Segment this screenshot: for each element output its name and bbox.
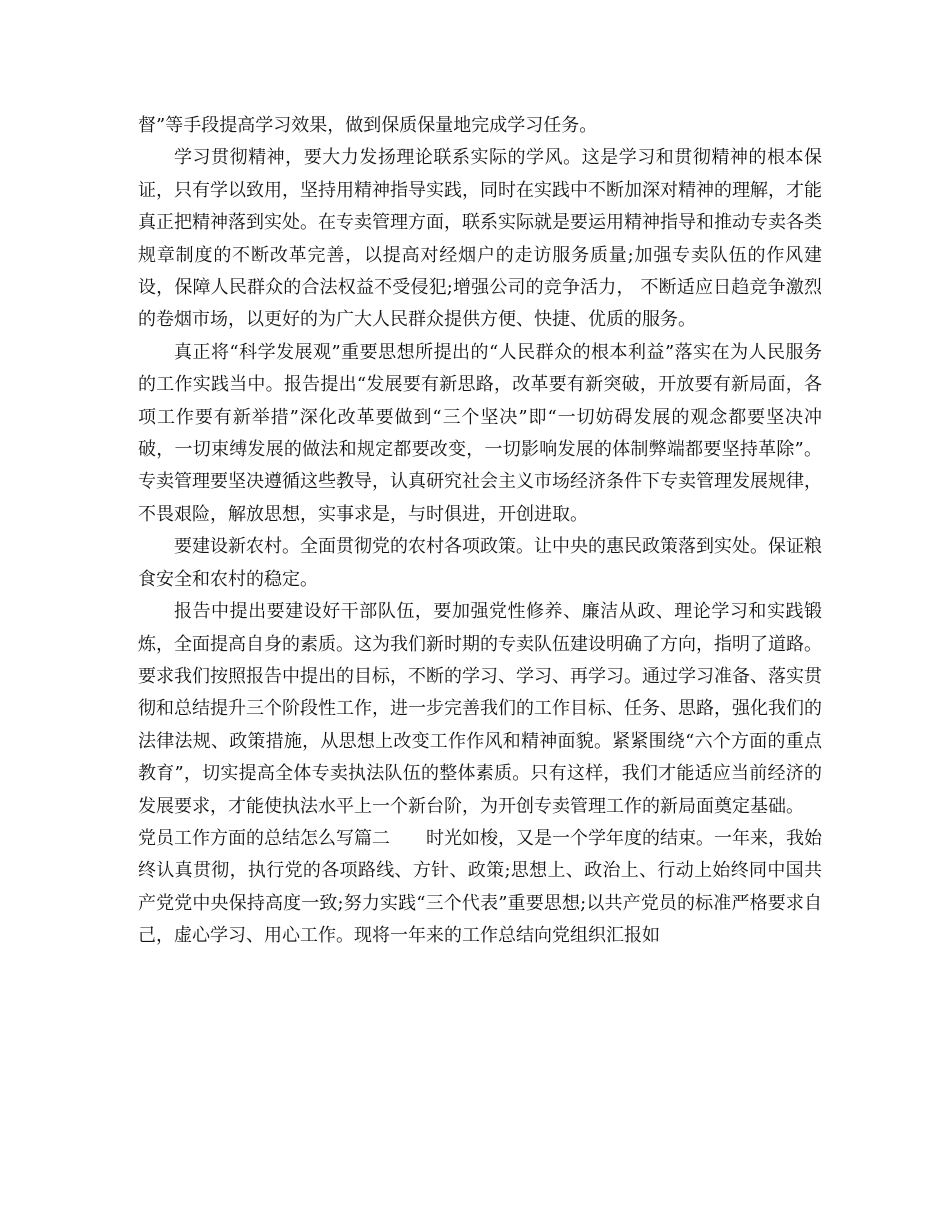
paragraph-study-spirit: 学习贯彻精神，要大力发扬理论联系实际的学风。这是学习和贯彻精神的根本保证，只有学以致用，坚持用精神指导实践，同时在实践中不断加深对精神的理解，才能真正把精神落到实处。在专卖管理方面，联系实际就是要运用精神指导和推动专卖各类规章制度的不断改革完善，以提高对经烟户的走访服务质量;加强专卖队伍的作风建设，保障人民群众的合法权益不受侵犯;增强公司的竞争活力， 不断适应日趋竞争激烈的卷烟市场，以更好的为广大人民群众提供方便、快捷、优质的服务。 [138, 147, 822, 331]
document-page [138, 110, 822, 953]
paragraph-cadre-team: 报告中提出要建设好干部队伍，要加强党性修养、廉洁从政、理论学习和实践锻炼，全面提高自身的素质。这为我们新时期的专卖队伍建设明确了方向，指明了道路。要求我们按照报告中提出的目标，不断的学习、学习、再学习。通过学习准备、落实贯彻和总结提升三个阶段性工作，进一步完善我们的工作目标、任务、思路，强化我们的法律法规、政策措施，从思想上改变工作作风和精神面貌。紧紧围绕“六个方面的重点教育”，切实提高全体专卖执法队伍的整体素质。只有这样，我们才能适应当前经济的发展要求，才能使执法水平上一个新台阶，为开创专卖管理工作的新局面奠定基础。 [138, 601, 822, 817]
paragraph-new-countryside: 要建设新农村。全面贯彻党的农村各项政策。让中央的惠民政策落到实处。保证粮食安全和农村的稳定。 [138, 536, 822, 590]
paragraph-continuation: 督”等手段提高学习效果，做到保质保量地完成学习任务。 [138, 115, 598, 136]
paragraph-part-two: 党员工作方面的总结怎么写篇二 时光如梭，又是一个学年度的结束。一年来，我始终认真贯彻，执行党的各项路线、方针、政策;思想上、政治上、行动上始终同中国共产党党中央保持高度一致;努力实践“三个代表”重要思想;以共产党员的标准严格要求自己，虚心学习、用心工作。现将一年来的工作总结向党组织汇报如 [138, 827, 822, 947]
paragraph-scientific-development: 真正将“科学发展观”重要思想所提出的“人民群众的根本利益”落实在为人民服务的工作实践当中。报告提出“发展要有新思路，改革要有新突破，开放要有新局面，各项工作要有新举措”深化改革要做到“三个坚决”即“一切妨碍发展的观念都要坚决冲破，一切束缚发展的做法和规定都要改变，一切影响发展的体制弊端都要坚持革除”。专卖管理要坚决遵循这些教导，认真研究社会主义市场经济条件下专卖管理发展规律，不畏艰险，解放思想，实事求是，与时俱进，开创进取。 [138, 341, 822, 525]
